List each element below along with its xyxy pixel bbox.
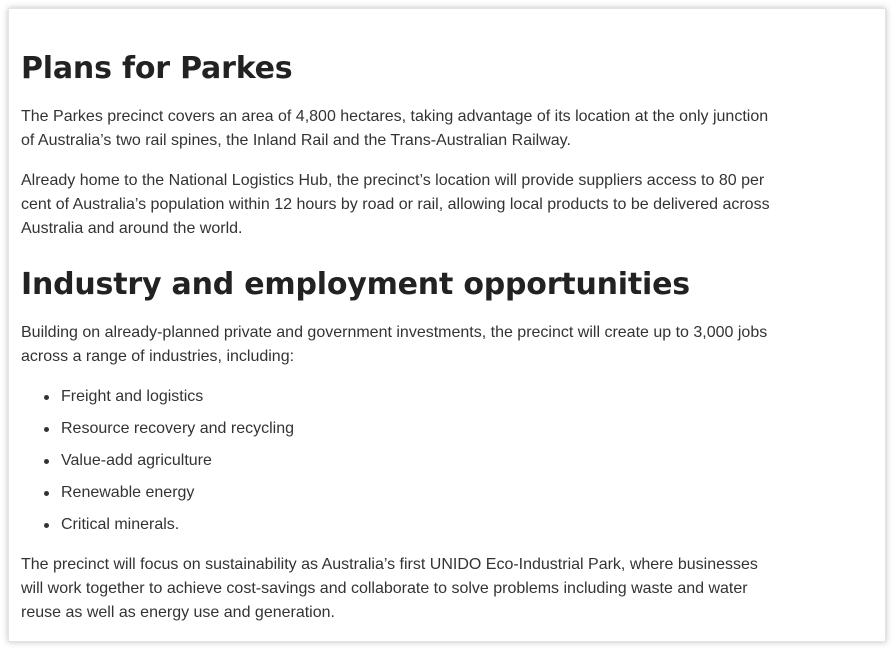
bullet-icon [44, 459, 49, 464]
list-item-label: Critical minerals. [61, 516, 180, 533]
paragraph-logistics-hub: Already home to the National Logistics Hub, the precinct’s location will provide suppliers access to 80 per cent of Australia’s population within 12 hours by road or rail, allowing local products to be delivered across Australia and around the world. [21, 172, 770, 237]
content-panel [8, 8, 886, 642]
paragraph-jobs: Building on already-planned private and government investments, the precinct will create up to 3,000 jobs across a range of industries, including: [21, 324, 768, 365]
list-item [21, 481, 294, 513]
heading-industry-employment: Industry and employment opportunities [21, 267, 690, 302]
bullet-icon [44, 523, 49, 528]
list-item-label: Value-add agriculture [61, 452, 212, 469]
bullet-icon [44, 395, 49, 400]
industries-list [21, 385, 294, 545]
list-item-label: Freight and logistics [61, 388, 204, 405]
list-item-label: Renewable energy [61, 484, 195, 501]
paragraph-sustainability: The precinct will focus on sustainability as Australia’s first UNIDO Eco-Industrial Park, where businesses will work together to achieve cost-savings and collaborate to solve problems including waste and water reuse as well as energy use and generation. [21, 556, 758, 621]
list-item [21, 385, 294, 417]
list-item [21, 513, 294, 545]
list-item-label: Resource recovery and recycling [61, 420, 294, 437]
list-item [21, 449, 294, 481]
bullet-icon [44, 427, 49, 432]
paragraph-precinct-area: The Parkes precinct covers an area of 4,800 hectares, taking advantage of its location at the only junction of Australia’s two rail spines, the Inland Rail and the Trans-Australian Railway. [21, 108, 769, 149]
list-item [21, 417, 294, 449]
bullet-icon [44, 491, 49, 496]
heading-plans-for-parkes: Plans for Parkes [21, 51, 293, 86]
